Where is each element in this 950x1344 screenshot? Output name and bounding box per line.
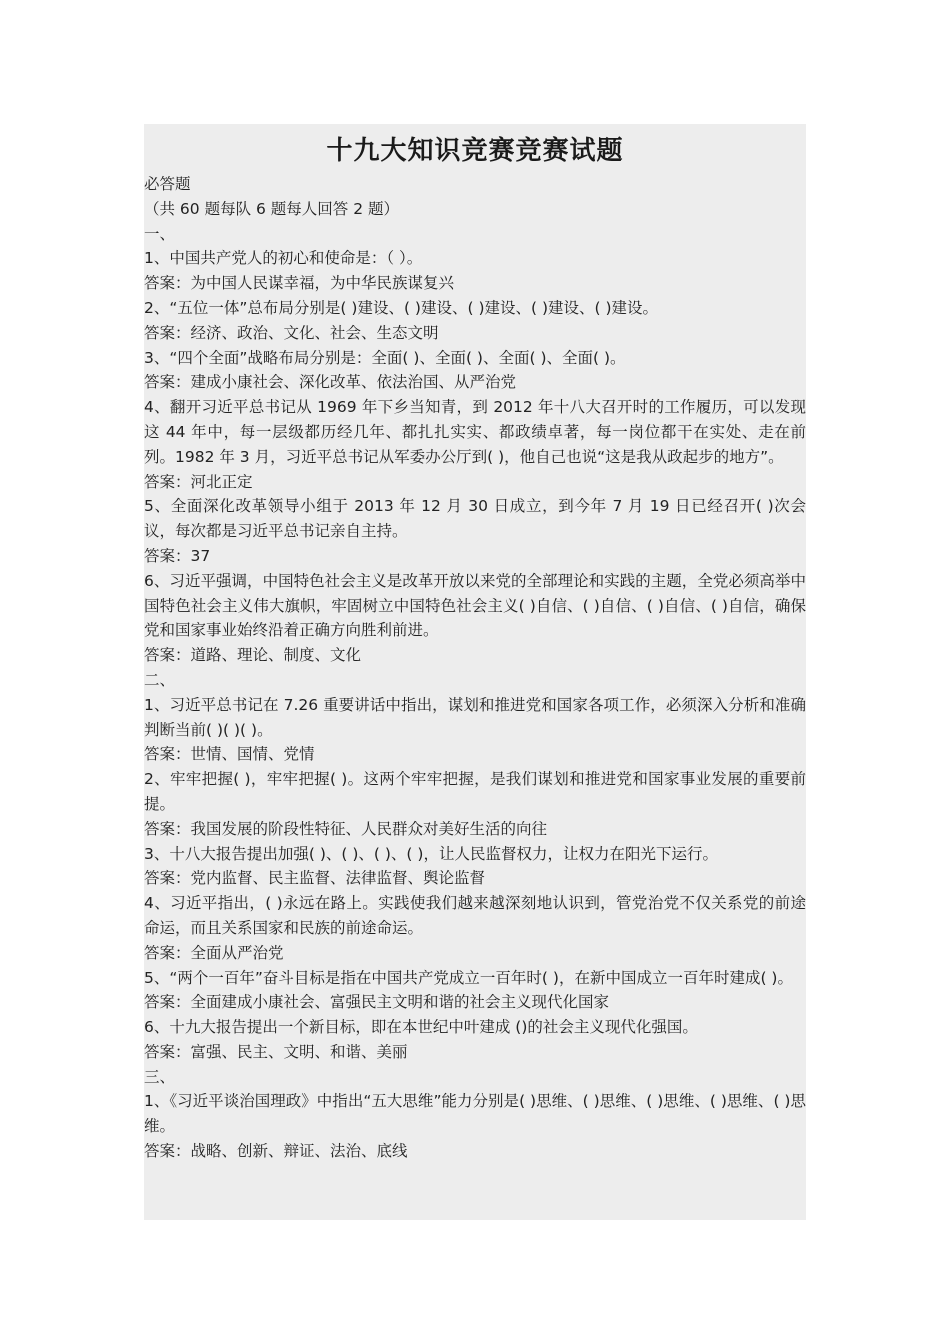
- answer-line: 答案：世情、国情、党情: [144, 745, 315, 764]
- answer-line: 答案：战略、创新、辩证、法治、底线: [144, 1142, 408, 1161]
- text-line: 3、十八大报告提出加强( )、( )、( )、( )，让人民监督权力，让权力在阳光下运行。: [144, 844, 718, 863]
- answer-line: 答案：为中国人民谋幸福，为中华民族谋复兴: [144, 274, 455, 293]
- text-line: 三、: [144, 1067, 176, 1086]
- text-line: 4、习近平指出，( )永远在路上。实践使我们越来越深刻地认识到，管党治党不仅关系党的前途命运，而且关系国家和民族的前途命运。: [144, 894, 806, 937]
- text-line: 一、: [144, 224, 176, 243]
- answer-line: 答案：经济、政治、文化、社会、生态文明: [144, 323, 439, 342]
- text-line: 1、习近平总书记在 7.26 重要讲话中指出，谋划和推进党和国家各项工作，必须深入分析和准确判断当前( )( )( )。: [144, 695, 806, 739]
- text-line: 5、全面深化改革领导小组于 2013 年 12 月 30 日成立，到今年 7 月 19 日已经召开( )次会议，每次都是习近平总书记亲自主持。: [144, 497, 806, 541]
- text-line: 2、“五位一体”总布局分别是( )建设、( )建设、( )建设、( )建设、( )建设。: [144, 298, 659, 317]
- text-line: （共 60 题每队 6 题每人回答 2 题）: [144, 199, 400, 218]
- text-line: 6、习近平强调，中国特色社会主义是改革开放以来党的全部理论和实践的主题，全党必须高举中国特色社会主义伟大旗帜，牢固树立中国特色社会主义( )自信、( )自信、( )自信、( )自信，确保党和国家事业始终沿着正确方向胜利前进。: [144, 571, 806, 640]
- answer-line: 答案：全面建成小康社会、富强民主文明和谐的社会主义现代化国家: [144, 993, 610, 1012]
- document-page: [144, 124, 806, 1220]
- answer-line: 答案：37: [144, 546, 211, 565]
- text-line: 二、: [144, 670, 176, 689]
- answer-line: 答案：建成小康社会、深化改革、依法治国、从严治党: [144, 373, 517, 392]
- answer-line: 答案：河北正定: [144, 472, 253, 491]
- text-line: 1、《习近平谈治国理政》中指出“五大思维”能力分别是( )思维、( )思维、( )思维、( )思维、( )思维。: [144, 1092, 806, 1136]
- text-line: 3、“四个全面”战略布局分别是：全面( )、全面( )、全面( )、全面( )。: [144, 348, 626, 367]
- text-line: 1、中国共产党人的初心和使命是：（ ）。: [144, 249, 423, 268]
- answer-line: 答案：我国发展的阶段性特征、人民群众对美好生活的向往: [144, 819, 548, 838]
- text-line: 2、牢牢把握( )，牢牢把握( )。这两个牢牢把握，是我们谋划和推进党和国家事业发展的重要前提。: [144, 770, 806, 813]
- answer-line: 答案：富强、民主、文明、和谐、美丽: [144, 1042, 408, 1061]
- document-title: 十九大知识竞赛竞赛试题: [326, 136, 624, 166]
- answer-line: 答案：全面从严治党: [144, 943, 284, 962]
- answer-line: 答案：道路、理论、制度、文化: [144, 646, 362, 665]
- text-line: 必答题: [144, 175, 191, 193]
- text-line: 4、翻开习近平总书记从 1969 年下乡当知青，到 2012 年十八大召开时的工作履历，可以发现这 44 年中，每一层级都历经几年、都扎扎实实、都政绩卓著，每一岗位都干在实处、走在前列。1982 年 3 月，习近平总书记从军委办公厅到( )，他自己也说“这是我从政起步的地方”。: [144, 398, 806, 466]
- text-line: 5、“两个一百年”奋斗目标是指在中国共产党成立一百年时( )，在新中国成立一百年时建成( )。: [144, 968, 793, 987]
- text-line: 6、十九大报告提出一个新目标，即在本世纪中叶建成 ()的社会主义现代化强国。: [144, 1018, 698, 1037]
- document-body: [144, 172, 806, 1164]
- answer-line: 答案：党内监督、民主监督、法律监督、舆论监督: [144, 869, 486, 888]
